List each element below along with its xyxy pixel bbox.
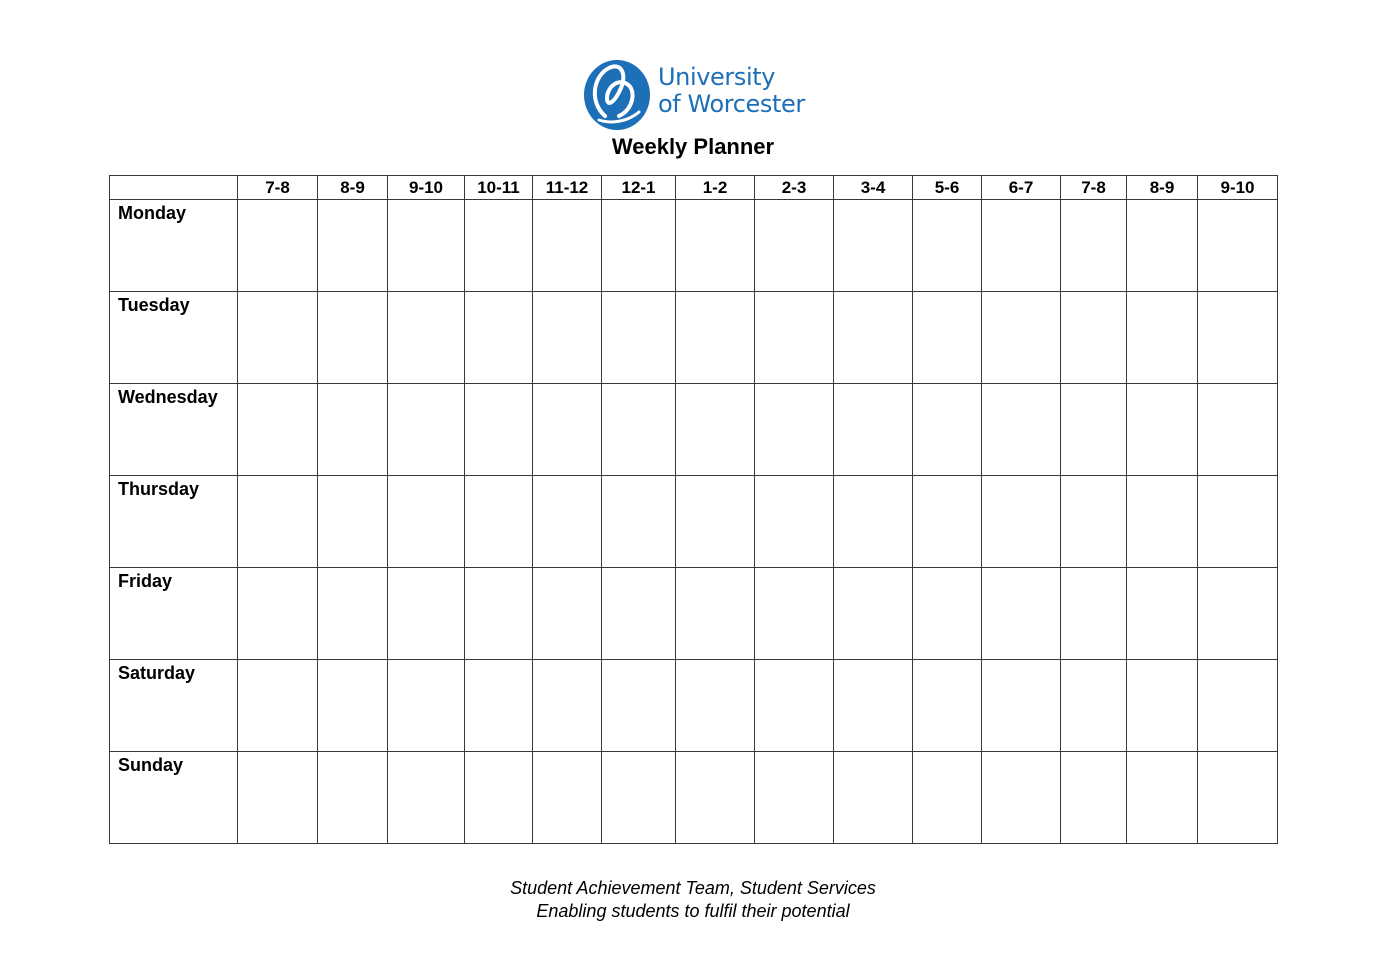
planner-slot-cell[interactable] [1127,568,1198,660]
corner-cell [110,176,238,200]
day-label: Wednesday [110,384,238,476]
planner-slot-cell[interactable] [834,384,913,476]
planner-slot-cell[interactable] [533,200,602,292]
planner-slot-cell[interactable] [238,292,318,384]
planner-slot-cell[interactable] [533,476,602,568]
planner-slot-cell[interactable] [465,200,533,292]
planner-slot-cell[interactable] [388,384,465,476]
planner-slot-cell[interactable] [533,292,602,384]
logo-wordmark [658,64,805,118]
footer [0,877,1386,923]
planner-slot-cell[interactable] [676,200,755,292]
planner-slot-cell[interactable] [755,752,834,844]
planner-slot-cell[interactable] [1061,292,1127,384]
planner-slot-cell[interactable] [755,660,834,752]
planner-slot-cell[interactable] [318,200,388,292]
time-slot-header: 9-10 [388,176,465,200]
university-emblem-icon [583,58,653,130]
time-slot-header: 8-9 [1127,176,1198,200]
planner-slot-cell[interactable] [602,200,676,292]
planner-slot-cell[interactable] [533,660,602,752]
planner-slot-cell[interactable] [982,200,1061,292]
planner-slot-cell[interactable] [834,476,913,568]
planner-slot-cell[interactable] [913,292,982,384]
day-row [110,292,1278,384]
planner-slot-cell[interactable] [602,292,676,384]
planner-slot-cell[interactable] [834,200,913,292]
time-slot-header: 7-8 [1061,176,1127,200]
planner-slot-cell[interactable] [602,660,676,752]
planner-slot-cell[interactable] [238,568,318,660]
planner-slot-cell[interactable] [1198,752,1278,844]
time-slot-header: 7-8 [238,176,318,200]
planner-slot-cell[interactable] [676,568,755,660]
time-slot-header: 3-4 [834,176,913,200]
planner-slot-cell[interactable] [1127,752,1198,844]
planner-slot-cell[interactable] [1127,660,1198,752]
planner-slot-cell[interactable] [318,660,388,752]
planner-slot-cell[interactable] [238,752,318,844]
planner-slot-cell[interactable] [982,292,1061,384]
day-row [110,476,1278,568]
time-slot-header: 1-2 [676,176,755,200]
day-row [110,660,1278,752]
planner-slot-cell[interactable] [676,292,755,384]
planner-slot-cell[interactable] [238,660,318,752]
planner-slot-cell[interactable] [1127,200,1198,292]
planner-slot-cell[interactable] [318,476,388,568]
planner-slot-cell[interactable] [238,384,318,476]
planner-slot-cell[interactable] [834,660,913,752]
planner-slot-cell[interactable] [1061,660,1127,752]
planner-slot-cell[interactable] [834,568,913,660]
time-header-row [110,176,1278,200]
logo-line-2: of Worcester [658,90,805,118]
time-slot-header: 8-9 [318,176,388,200]
planner-slot-cell[interactable] [982,568,1061,660]
logo-line-1: University [658,63,776,91]
day-label: Friday [110,568,238,660]
planner-slot-cell[interactable] [602,752,676,844]
planner-slot-cell[interactable] [318,292,388,384]
planner-slot-cell[interactable] [1061,200,1127,292]
planner-slot-cell[interactable] [602,476,676,568]
planner-slot-cell[interactable] [1198,476,1278,568]
time-slot-header: 9-10 [1198,176,1278,200]
planner-slot-cell[interactable] [913,752,982,844]
planner-slot-cell[interactable] [533,752,602,844]
planner-slot-cell[interactable] [834,752,913,844]
planner-slot-cell[interactable] [834,292,913,384]
planner-slot-cell[interactable] [388,752,465,844]
planner-slot-cell[interactable] [913,568,982,660]
page-title: Weekly Planner [611,134,775,159]
planner-slot-cell[interactable] [465,752,533,844]
day-label: Thursday [110,476,238,568]
time-slot-header: 10-11 [465,176,533,200]
planner-slot-cell[interactable] [1198,384,1278,476]
planner-slot-cell[interactable] [755,476,834,568]
planner-slot-cell[interactable] [982,660,1061,752]
footer-line-2: Enabling students to fulfil their potential [536,901,850,921]
time-slot-header: 5-6 [913,176,982,200]
planner-slot-cell[interactable] [913,384,982,476]
planner-slot-cell[interactable] [982,476,1061,568]
planner-slot-cell[interactable] [1127,476,1198,568]
planner-slot-cell[interactable] [1127,384,1198,476]
planner-slot-cell[interactable] [755,292,834,384]
university-logo [583,58,813,132]
planner-slot-cell[interactable] [1198,568,1278,660]
time-slot-header: 6-7 [982,176,1061,200]
planner-slot-cell[interactable] [602,384,676,476]
planner-slot-cell[interactable] [982,384,1061,476]
time-slot-header: 12-1 [602,176,676,200]
planner-slot-cell[interactable] [913,660,982,752]
planner-slot-cell[interactable] [388,200,465,292]
planner-slot-cell[interactable] [1198,660,1278,752]
planner-slot-cell[interactable] [388,568,465,660]
planner-slot-cell[interactable] [388,660,465,752]
planner-slot-cell[interactable] [465,292,533,384]
planner-slot-cell[interactable] [913,200,982,292]
time-slot-header: 2-3 [755,176,834,200]
day-label: Sunday [110,752,238,844]
planner-slot-cell[interactable] [1061,476,1127,568]
planner-slot-cell[interactable] [465,384,533,476]
planner-slot-cell[interactable] [602,568,676,660]
day-row [110,752,1278,844]
weekly-planner-table [109,175,1278,844]
planner-slot-cell[interactable] [533,568,602,660]
planner-slot-cell[interactable] [388,292,465,384]
planner-slot-cell[interactable] [318,752,388,844]
planner-slot-cell[interactable] [533,384,602,476]
planner-slot-cell[interactable] [676,476,755,568]
day-label: Saturday [110,660,238,752]
planner-slot-cell[interactable] [388,476,465,568]
planner-slot-cell[interactable] [676,752,755,844]
planner-slot-cell[interactable] [238,476,318,568]
planner-slot-cell[interactable] [318,568,388,660]
time-slot-header: 11-12 [533,176,602,200]
day-label: Tuesday [110,292,238,384]
planner-slot-cell[interactable] [982,752,1061,844]
planner-slot-cell[interactable] [913,476,982,568]
planner-slot-cell[interactable] [755,384,834,476]
planner-slot-cell[interactable] [318,384,388,476]
day-row [110,384,1278,476]
footer-line-1: Student Achievement Team, Student Services [510,878,876,898]
day-row [110,568,1278,660]
planner-slot-cell[interactable] [465,476,533,568]
planner-slot-cell[interactable] [1198,292,1278,384]
day-label: Monday [110,200,238,292]
planner-slot-cell[interactable] [1198,200,1278,292]
day-row [110,200,1278,292]
planner-slot-cell[interactable] [755,568,834,660]
planner-slot-cell[interactable] [238,200,318,292]
planner-slot-cell[interactable] [755,200,834,292]
planner-slot-cell[interactable] [1127,292,1198,384]
planner-slot-cell[interactable] [1061,384,1127,476]
planner-slot-cell[interactable] [1061,568,1127,660]
planner-slot-cell[interactable] [676,660,755,752]
planner-slot-cell[interactable] [465,568,533,660]
planner-slot-cell[interactable] [676,384,755,476]
planner-slot-cell[interactable] [465,660,533,752]
planner-slot-cell[interactable] [1061,752,1127,844]
